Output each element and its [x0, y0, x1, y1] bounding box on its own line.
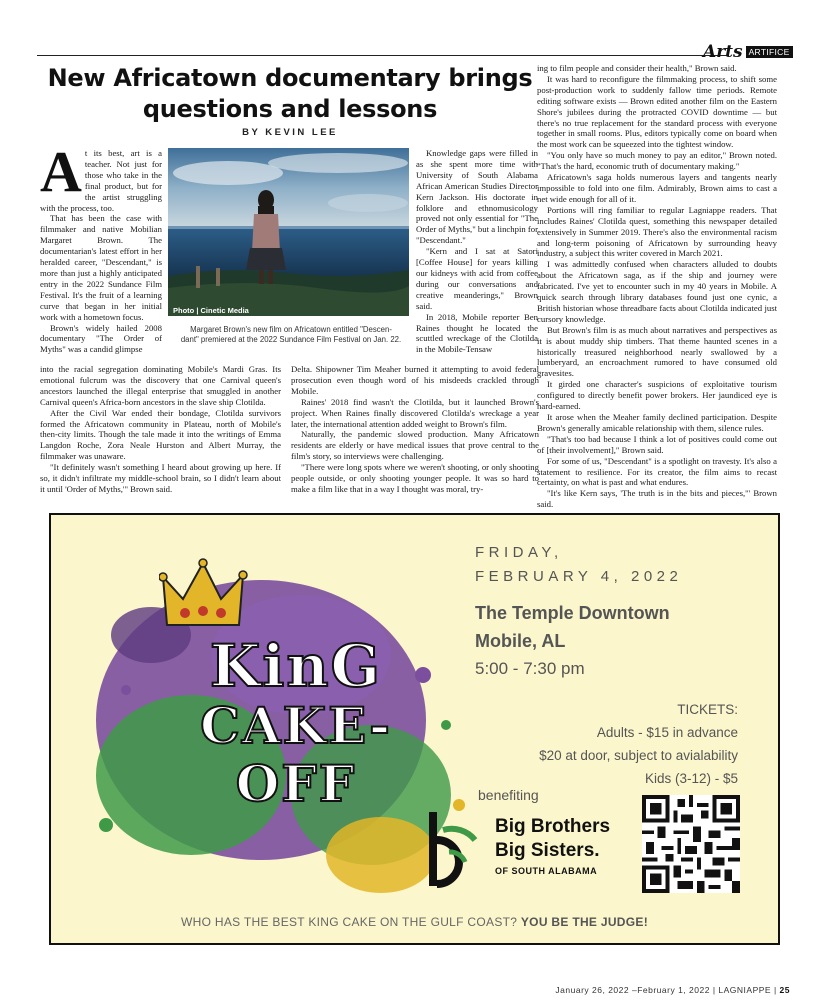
article-paragraph: Naturally, the pandemic slowed production. Many Africatown residents are elderly or have medical issues that prove central to the film's story, so interviews were challenging. — [291, 429, 539, 462]
tagline-answer: YOU BE THE JUDGE! — [520, 915, 648, 929]
ticket-info — [539, 698, 738, 790]
drop-cap: A — [40, 139, 82, 204]
bbbs-text — [495, 815, 610, 876]
article-paragraph: It was hard to reconfigure the filmmaking process, to shift some post-production work to suddenly fallow time periods. Remote editing software exists — Brown edited another film on the Eastern Shore's jubilees during the protracted COVID downtime — but there's no true replacement for the standard process with everyone together in small rooms. Plus, editors typically come on board when the most work can be squeezed into the tightest window. — [537, 73, 777, 150]
event-date — [475, 541, 682, 589]
caption-line-2: dant" premiered at the 2022 Sundance Film Festival on Jan. 22. — [180, 335, 402, 344]
ad-tagline — [51, 915, 778, 929]
article-paragraph: Raines' 2018 find wasn't the Clotilda, but it launched Brown's project. When Raines finally discovered Clotilda's wreckage a year later, the international attention added weight to Brown's film. — [291, 396, 539, 429]
bbbs-line-3: OF SOUTH ALABAMA — [495, 866, 598, 876]
headline — [40, 63, 540, 125]
event-venue — [475, 599, 670, 655]
tickets-title: TICKETS: — [677, 702, 738, 717]
bbbs-line-1: Big Brothers — [495, 816, 611, 837]
byline: BY KEVIN LEE — [242, 127, 338, 138]
column-3 — [537, 63, 777, 510]
tickets-door: $20 at door, subject to avialability — [539, 748, 738, 763]
footer-paper: LAGNIAPPE — [718, 985, 772, 995]
king-cake-off-ad — [49, 513, 780, 945]
article-paragraph: Knowledge gaps were filled in as she spent more time with University of South Alabama African American Studies Director Kern Jackson. His doctorate in folklore and ethnomusicology proved not only essential for "The Order of Myths," but a linchpin for "Descendant." — [416, 148, 539, 246]
tickets-kids: Kids (3-12) - $5 — [644, 771, 738, 786]
event-logo — [166, 632, 426, 813]
logo-line-2: CAKE-OFF — [200, 696, 392, 813]
crown-icon — [159, 555, 249, 635]
section-tag — [703, 42, 793, 62]
article-paragraph: It girded one character's suspicions of exploitative tourism configured to directly benefit power brokers. Her jaundiced eye is hard-earned. — [537, 379, 777, 412]
article-paragraph: For some of us, "Descendant" is a spotlight on travesty. It's also a statement to resilience. For its creator, the film aims to recast certainty, on what is past and what endures. — [537, 455, 777, 488]
article-paragraph: ing to film people and consider their health," Brown said. — [537, 63, 737, 73]
benefiting-label: benefiting — [478, 787, 539, 803]
venue-name: The Temple Downtown — [475, 603, 670, 623]
article-paragraph: "Kern and I sat at Satori [Coffee House] for years killing our kidneys with acid from coffee during our conversations and creative meanderings," Brown said. — [416, 246, 538, 311]
column-1-bottom — [40, 364, 281, 495]
page-footer: January 26, 2022 –February 1, 2022 | LAGNIAPPE | 25 — [555, 985, 790, 995]
tickets-adults: Adults - $15 in advance — [596, 725, 738, 740]
date-line-2: FEBRUARY 4, 2022 — [475, 568, 683, 585]
qr-code[interactable] — [642, 795, 740, 893]
logo-line-1: KinG — [209, 632, 383, 700]
photo-caption — [166, 325, 416, 345]
column-1-top — [40, 139, 162, 355]
top-rule — [37, 55, 729, 56]
article-paragraph: But Brown's film is as much about narratives and perspectives as it is about muddy ship timbers. That theme haunted scenes in a historically treasured neighborhood nearly swallowed by a lumberyard, an encroachment rumored to have consumed old gravesites. — [537, 324, 777, 379]
article-paragraph: into the racial segregation dominating Mobile's Mardi Gras. Its emotional fulcrum was the discovery that one Carnival queen's ancestors launched the illegal enterprise that smuggled in another Carnival queen's Africa-born ancestors in the slave ship Clotilda. — [40, 364, 281, 407]
article-paragraph: Delta. Shipowner Tim Meaher burned it attempting to avoid federal prosecution even though word of his misdeeds crackled through Mobile. — [291, 364, 539, 396]
article-paragraph: Africatown's saga holds numerous layers and tangents nearly impossible to fold into one film. Admirably, Brown aims to cast a net wide enough for all of it. — [537, 172, 777, 204]
date-line-1: FRIDAY, — [475, 544, 563, 561]
section-script: Arts — [703, 42, 743, 62]
article-paragraph: "You only have so much money to pay an editor," Brown noted. "That's the hard, economic truth of documentary making." — [537, 150, 777, 172]
footer-dates: January 26, 2022 –February 1, 2022 — [555, 985, 710, 995]
column-2-top — [416, 148, 538, 355]
article-paragraph: "It's like Kern says, 'The truth is in the bits and pieces,'" Brown said. — [537, 488, 777, 510]
article-paragraph: After the Civil War ended their bondage, Clotilda survivors formed the Africatown community in Plateau, north of Mobile's then-city limits. Though the tale made it into the writings of Emma Langdon Roche, Zora Neale Hurston and Albert Murray, the filmmaker was unaware. — [40, 407, 281, 462]
event-time: 5:00 - 7:30 pm — [475, 659, 585, 678]
article-paragraph: In 2018, Mobile reporter Ben Raines thought he located the scuttled wreckage of the Clotilda in the Mobile-Tensaw — [416, 311, 538, 355]
big-brothers-big-sisters-logo-icon — [425, 810, 487, 890]
article-photo — [168, 148, 409, 316]
section-label: ARTIFICE — [746, 46, 793, 58]
photo-woman-by-water — [168, 148, 409, 316]
bbbs-line-2: Big Sisters. — [495, 840, 600, 861]
article-paragraph: "There were long spots where we weren't shooting, or only shooting people outside, or only shooting younger people. It was so hard to make a film like that in a way I thought was moral, try- — [291, 462, 539, 494]
article-paragraph: Brown's widely hailed 2008 documentary "The Order of Myths" was a candid glimpse — [40, 322, 162, 355]
column-2-bottom — [291, 364, 539, 495]
headline-line-2: questions and lessons — [142, 95, 438, 123]
photo-credit: Photo | Cinetic Media — [173, 306, 249, 315]
article-paragraph: Portions will ring familiar to regular Lagniappe readers. That includes Raines' Clotilda quest, something this newspaper detailed extensively in Summer 2019. There's also the environmental racism and long-term poisoning of Africatown by surrounding heavy industry, a subject this writer covered in March 2021. — [537, 204, 777, 259]
article-paragraph: "That's too bad because I think a lot of positives could come out of [their involvement]," Brown said. — [537, 433, 777, 455]
article-paragraph: That has been the case with filmmaker and native Mobilian Margaret Brown. The documentarian's latest effort in her heralded career, "Descendant," is more than just a highly anticipated entry in the 2022 Sundance Film Festival. It's the fruit of a learning curve that began in her initial work with a hometown focus. — [40, 213, 162, 322]
article-paragraph: It arose when the Meaher family declined participation. Despite Brown's generally amicable relationship with them, silence rules. — [537, 412, 777, 433]
page-number: 25 — [779, 985, 790, 995]
headline-line-1: New Africatown documentary brings — [47, 64, 533, 92]
tagline-question: WHO HAS THE BEST KING CAKE ON THE GULF COAST? — [181, 915, 518, 929]
article-paragraph: t its best, art is a teacher. Not just for those who take in the final product, but for the artist struggling with the process, too. — [40, 148, 162, 213]
caption-line-1: Margaret Brown's new film on Africatown entitled "Descen- — [190, 325, 392, 334]
article-paragraph: I was admittedly confused when characters alluded to doubts about the Africatown saga, as if the ship and journey were fabricated. I've yet to encounter such in my 40 years in Mobile. A quick search through library databases found just one cynic, a British historian whose threadbare facts about Clotilda indicated just cursory knowledge. — [537, 259, 777, 324]
article-paragraph: "It definitely wasn't something I heard about growing up here. If so, it didn't infiltrate my middle-school brain, so I didn't learn about it until 'Order of Myths,'" Brown said. — [40, 462, 281, 494]
venue-city: Mobile, AL — [475, 631, 566, 651]
